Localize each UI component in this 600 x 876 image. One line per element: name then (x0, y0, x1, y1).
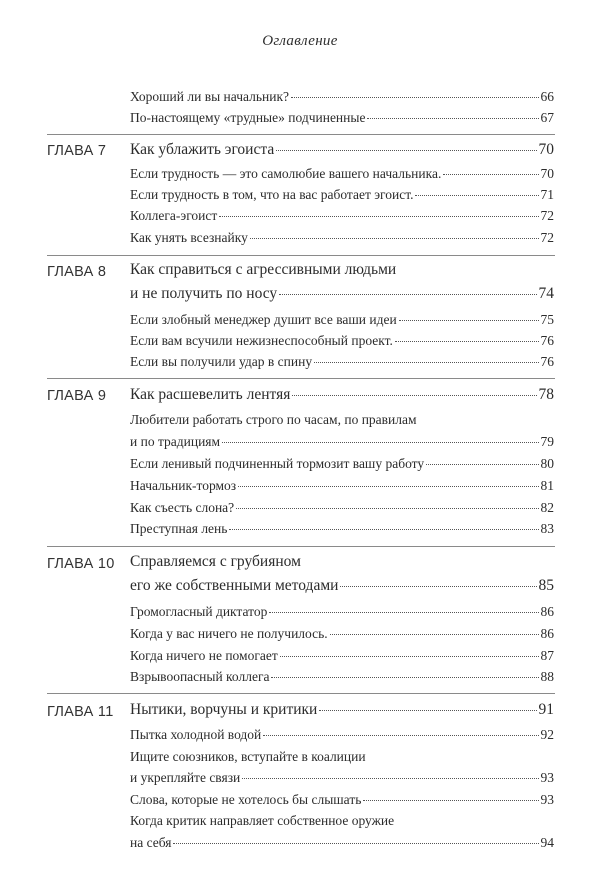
toc-entry[interactable] (130, 185, 554, 205)
toc-page-number: 70 (540, 166, 554, 181)
dot-leader (250, 238, 539, 239)
toc-entry-title: Как унять всезнайку (130, 230, 248, 245)
toc-page-number: 72 (540, 208, 554, 223)
dot-leader (236, 508, 538, 509)
toc-entry-title: Как съесть слона? (130, 500, 235, 515)
toc-entry[interactable] (130, 667, 554, 687)
toc-page-number: 66 (540, 89, 554, 104)
toc-entry[interactable] (130, 768, 554, 788)
toc-entry-title: Громогласный диктатор (130, 604, 268, 619)
toc-entry[interactable] (130, 725, 554, 745)
dot-leader (292, 395, 536, 396)
chapter-11-title[interactable] (130, 700, 554, 720)
toc-entry-title: Начальник-тормоз (130, 478, 237, 493)
dot-leader (314, 362, 538, 363)
toc-entry-title: и укрепляйте связи (130, 770, 241, 785)
chapter-11-label: ГЛАВА 11 (47, 704, 114, 720)
toc-page-number: 94 (540, 835, 554, 850)
toc-page-number: 88 (540, 669, 554, 684)
toc-page-number: 86 (540, 604, 554, 619)
toc-entry-line1: Когда критик направляет собственное оружие (130, 813, 395, 828)
toc-entry-title: и по традициям (130, 434, 221, 449)
toc-entry-title: Преступная лень (130, 521, 228, 536)
dot-leader (330, 634, 539, 635)
dot-leader (319, 710, 536, 711)
dot-leader (222, 442, 538, 443)
chapter-10-label: ГЛАВА 10 (47, 556, 115, 572)
toc-page-number: 78 (538, 386, 554, 403)
toc-entry[interactable] (130, 87, 554, 107)
chapter-7-title[interactable] (130, 140, 554, 160)
chapter-9-title[interactable] (130, 385, 554, 405)
toc-entry[interactable] (130, 432, 554, 452)
toc-entry[interactable] (130, 206, 554, 226)
toc-entry-title: Нытики, ворчуны и критики (130, 701, 318, 718)
dot-leader (367, 118, 538, 119)
dot-leader (276, 150, 536, 151)
toc-entry[interactable] (130, 331, 554, 351)
chapter-7-label: ГЛАВА 7 (47, 143, 107, 159)
chapter-8-label: ГЛАВА 8 (47, 264, 107, 280)
chapter-10-title-line1: Справляемся с грубияном (130, 553, 301, 570)
toc-entry-title: Если вам всучили нежизнеспособный проект. (130, 333, 393, 348)
toc-page-number: 80 (540, 456, 554, 471)
section-divider (47, 378, 555, 379)
toc-entry[interactable] (130, 108, 554, 128)
chapter-9-label: ГЛАВА 9 (47, 388, 107, 404)
section-divider (47, 134, 555, 135)
dot-leader (279, 294, 536, 295)
dot-leader (291, 97, 539, 98)
dot-leader (280, 656, 539, 657)
toc-entry-title: Пытка холодной водой (130, 727, 262, 742)
toc-entry[interactable] (130, 646, 554, 666)
dot-leader (340, 586, 536, 587)
section-divider (47, 693, 555, 694)
toc-entry-title: Хороший ли вы начальник? (130, 89, 289, 104)
toc-page-number: 86 (540, 626, 554, 641)
toc-entry-title: Если вы получили удар в спину (130, 354, 313, 369)
toc-page-number: 83 (540, 521, 554, 536)
dot-leader (242, 778, 538, 779)
section-divider (47, 546, 555, 547)
toc-page-number: 67 (540, 110, 554, 125)
toc-page-number: 71 (540, 187, 554, 202)
toc-page-number: 81 (540, 478, 554, 493)
toc-page-number: 92 (540, 727, 554, 742)
toc-entry[interactable] (130, 352, 554, 372)
toc-page-number: 87 (540, 648, 554, 663)
dot-leader (271, 677, 538, 678)
toc-entry[interactable] (130, 228, 554, 248)
dot-leader (363, 800, 538, 801)
section-divider (47, 255, 555, 256)
toc-entry[interactable] (130, 602, 554, 622)
toc-entry[interactable] (130, 790, 554, 810)
dot-leader (229, 529, 538, 530)
toc-entry-title: Слова, которые не хотелось бы слышать (130, 792, 362, 807)
toc-page-number: 74 (538, 285, 554, 302)
dot-leader (219, 216, 538, 217)
toc-entry-title: Как ублажить эгоиста (130, 141, 275, 158)
toc-entry-title: и не получить по носу (130, 285, 278, 302)
toc-entry[interactable] (130, 833, 554, 853)
toc-page-number: 91 (538, 701, 554, 718)
page-header: Оглавление (262, 33, 338, 49)
toc-entry[interactable] (130, 164, 554, 184)
toc-entry[interactable] (130, 310, 554, 330)
toc-entry[interactable] (130, 454, 554, 474)
toc-entry-title: Как расшевелить лентяя (130, 386, 291, 403)
dot-leader (269, 612, 538, 613)
toc-page-number: 82 (540, 500, 554, 515)
toc-entry-title: Если ленивый подчиненный тормозит вашу работу (130, 456, 425, 471)
toc-page-number: 93 (540, 770, 554, 785)
dot-leader (399, 320, 539, 321)
toc-page-number: 76 (540, 333, 554, 348)
chapter-8-title[interactable] (130, 284, 554, 304)
toc-page-number: 79 (540, 434, 554, 449)
toc-entry[interactable] (130, 498, 554, 518)
toc-entry-title: Взрывоопасный коллега (130, 669, 270, 684)
toc-entry-title: Если трудность в том, что на вас работает эгоист. (130, 187, 414, 202)
toc-entry[interactable] (130, 476, 554, 496)
dot-leader (238, 486, 538, 487)
dot-leader (426, 464, 538, 465)
toc-page-number: 76 (540, 354, 554, 369)
toc-entry-title: Когда ничего не помогает (130, 648, 278, 663)
dot-leader (443, 174, 538, 175)
toc-entry-title: его же собственными методами (130, 577, 339, 594)
chapter-10-title[interactable] (130, 576, 554, 596)
toc-page-number: 85 (538, 577, 554, 594)
toc-entry-line1: Ищите союзников, вступайте в коалиции (130, 749, 366, 764)
dot-leader (173, 843, 538, 844)
toc-entry-title: По-настоящему «трудные» подчиненные (130, 110, 366, 125)
toc-page-number: 72 (540, 230, 554, 245)
toc-entry-title: Когда у вас ничего не получилось. (130, 626, 328, 641)
toc-page-number: 93 (540, 792, 554, 807)
toc-entry-title: Если трудность — это самолюбие вашего начальника. (130, 166, 442, 181)
toc-entry-title: на себя (130, 835, 172, 850)
toc-entry-line1: Любители работать строго по часам, по правилам (130, 412, 417, 427)
toc-entry[interactable] (130, 624, 554, 644)
toc-page-number: 70 (538, 141, 554, 158)
toc-entry-title: Коллега-эгоист (130, 208, 218, 223)
dot-leader (395, 341, 539, 342)
dot-leader (263, 735, 538, 736)
chapter-8-title-line1: Как справиться с агрессивными людьми (130, 261, 397, 278)
toc-page-number: 75 (540, 312, 554, 327)
toc-entry[interactable] (130, 519, 554, 539)
toc-entry-title: Если злобный менеджер душит все ваши идеи (130, 312, 397, 327)
dot-leader (415, 195, 538, 196)
